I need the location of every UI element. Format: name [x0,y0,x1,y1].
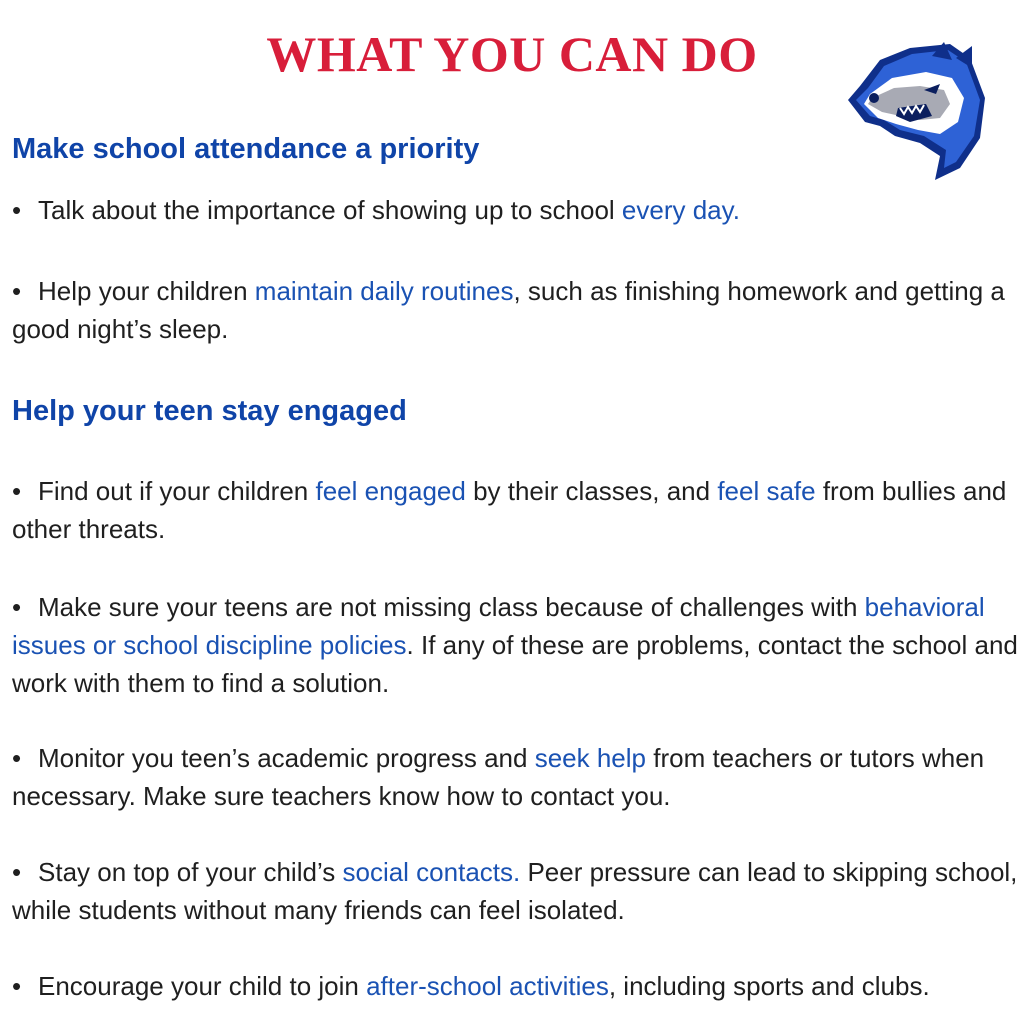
bullet-icon: • [12,276,22,306]
link-feel-engaged[interactable]: feel engaged [315,476,466,506]
list-item [12,272,1020,348]
list-item [12,588,1020,702]
list-item [12,853,1020,929]
bullet-text: Peer pressure can lead to skipping school, while students without many friends can feel isolated. [12,857,1018,925]
bullet-icon: • [12,195,22,225]
section-heading-attendance: Make school attendance a priority [12,133,480,165]
list-item [12,191,1020,229]
bullet-text: . If any of these are problems, contact the school and work with them to find a solution. [12,630,1018,698]
page-title: WHAT YOU CAN DO [266,26,758,82]
link-after-school-activities[interactable]: after-school activities [366,971,609,1001]
bullet-text: from teachers or tutors when necessary. Make sure teachers know how to contact you. [12,743,985,811]
link-social-contacts[interactable]: social contacts. [342,857,521,887]
wolf-mascot-logo-icon [840,38,990,183]
bullet-text: Find out if your children [38,476,316,506]
bullet-text: , including sports and clubs. [608,971,930,1001]
link-seek-help[interactable]: seek help [534,743,646,773]
link-maintain-daily-routines[interactable]: maintain daily routines [254,276,514,306]
bullet-text: Talk about the importance of showing up to school [38,195,622,225]
bullet-text: Monitor you teen’s academic progress and [38,743,535,773]
bullet-icon: • [12,743,22,773]
list-item [12,739,1020,815]
bullet-text: Help your children [38,276,255,306]
bullet-text: from bullies and other threats. [12,476,1007,544]
bullet-icon: • [12,857,22,887]
bullet-text: Make sure your teens are not missing class because of challenges with [38,592,865,622]
bullet-text: Stay on top of your child’s [38,857,343,887]
bullet-text: by their classes, and [465,476,718,506]
bullet-text: , such as finishing homework and getting a good night’s sleep. [12,276,1005,344]
list-item [12,472,1020,548]
bullet-icon: • [12,592,22,622]
link-every-day[interactable]: every day. [621,195,740,225]
bullet-text: Encourage your child to join [38,971,367,1001]
bullet-icon: • [12,476,22,506]
section-heading-engaged: Help your teen stay engaged [12,395,407,427]
link-behavioral-issues[interactable]: behavioral issues or school discipline policies [12,592,985,660]
list-item [12,967,1020,1005]
bullet-icon: • [12,971,22,1001]
link-feel-safe[interactable]: feel safe [717,476,816,506]
